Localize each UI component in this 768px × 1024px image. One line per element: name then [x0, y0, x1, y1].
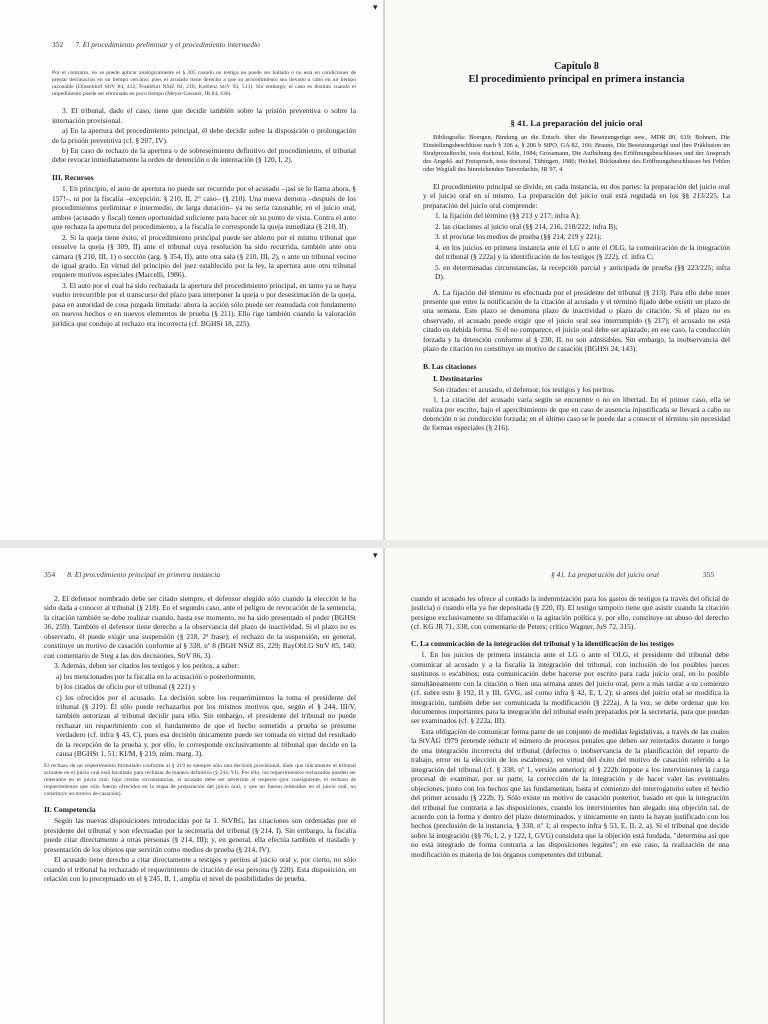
paragraph: 1. En los juicios de primera instancia ante el LG o ante el OLG, el presidente del tribunal debe comunicar al acusado y a la fiscalía la integración del tribunal, con inclusión de los posibles jueces sustitutos o escabinos; esta comunicación debe hacerse por escrito para cada juicio oral, en lo posible simultáneamente con la citación o bien una semana antes del juicio oral, pero a más tardar a su comienzo (cf. sobre esto § 192, II y III, GVG, así como infra § 42, E, I, 2); si antes del juicio oral se modifica la integración, también debe ser comunicada la modificación (§ 222a). A la vez, se debe ordenar que los documentos importantes para la integración del tribunal estén preparados por la secretaría, para que puedan ser examinados (cf. § 222a, III).	[411, 650, 729, 726]
paragraph: Son citados: el acusado, el defensor, los testigos y los peritos.	[433, 384, 615, 394]
paragraph: 3. Además, deben ser citados los testigos y los peritos, a saber:	[54, 661, 240, 671]
binding-mark: ▾	[373, 2, 378, 12]
chapter-title-block	[423, 60, 730, 86]
footnote-text: Por el contrario, no se puede aplicar analógicamente el § 205 cuando un testigo no puede ser hallado o no está en condiciones de prestar declaración en un tiempo cercano; pues el acusado tiene derecho a que su procedimiento sea llevado a cabo en un tiempo razonable (Düsseldorf StrV 84, 412; Frankfurt NStZ 82, 218; Koblenz StrV 93, 513). Sin embargo, el caso es distinto cuando el impedimento puede ser eliminado en poco tiempo (Meyer-Gossner, JR 84, 436).	[52, 70, 356, 98]
paragraph: El procedimiento principal se divide, en cada instancia, en dos partes: la preparación del juicio oral y el juicio oral en sí mismo. La preparación del juicio oral está regulada en los §§ 213/225. La preparación del juicio oral comprende:	[423, 182, 730, 210]
list-item: a) los mencionados por la fiscalía en la acusación o posteriormente,	[56, 671, 256, 681]
bibliography-text: Bibliografía: Boergen, Bindung an die Entsch. über die Besetzungsrüge usw., MDR 80, 619; Bohnert, Die Einstellungsbeschlüsse nach § 206 a, § 206 b StPO, GA 82, 166; Brauns, Die Besetzungsrüge und ihre Präklusion im Strafprozeßrecht, tesis doctoral, Köln, 1984; Grossmann, Die Aufhebung des Eröffnungsbeschlusses und der Anspruch des Angekl. auf Freispruch, tesis doctoral, Tübingen, 1986; Heckel, Rücknahme des Eröffnungsbeschlusses bei Fehlen oder Wegfall des hinreichenden Tatverdachts, JR 97, 4.	[423, 134, 730, 173]
list-item: 5. en determinadas circunstancias, la recepción parcial y anticipada de prueba (§§ 223/225; infra D).	[435, 262, 730, 282]
running-head-text: 8. El procedimiento principal en primera instancia	[67, 570, 221, 579]
paragraph: 2. El defensor nombrado debe ser citado siempre, el defensor elegido sólo cuando la elección le ha sido dada a conocer al tribunal (§ 218). En el segundo caso, ante el peligro de revocación de la sentencia, la citación también se debe realizar cuando, hasta ese momento, no ha sido presentado el poder (BGHSt 36, 259). También el defensor tiene derecho a la observancia del plazo de inactividad. Si el plazo no es observado, él puede exigir una suspensión (§ 218, 2ª frase); el rechazo de la suspensión, en general, constituye un motivo de casación conforme al § 338, nº 8 (BGH NStZ 85, 229; BayObLG StrV 85, 140; con comentario de Steg a las dos decisiones, StrV 86, 3).	[44, 594, 356, 660]
section-heading: II. Competencia	[44, 804, 96, 814]
running-head-text: § 41. La preparación del juicio oral	[551, 570, 659, 579]
chapter-title: El procedimiento principal en primera instancia	[468, 74, 685, 85]
footnote	[52, 70, 356, 98]
chapter-number: Capítulo 8	[554, 61, 599, 72]
running-head	[52, 40, 260, 49]
text-column	[52, 70, 356, 329]
page-352	[0, 0, 383, 540]
section-heading: B. Las citaciones	[423, 361, 477, 371]
text-column	[44, 594, 356, 885]
text-column	[411, 594, 729, 860]
section-heading: III. Recursos	[52, 172, 94, 182]
page-gutter-horizontal	[0, 540, 768, 548]
paragraph: 1. La citación del acusado varía según se encuentre o no en libertad. En el primer caso, ella se realiza por escrito, bajo el apercibimiento de que en caso de ausencia injustificada se llevará a cabo su detención o su conducción forzada; en el último caso se le puede dar a conocer el término sin necesidad de formas especiales (§ 216).	[423, 395, 730, 433]
paragraph: cuando el acusado les ofrece al contado la indemnización para los gastos de testigos (a través del oficial de justicia) o cuando ella ya fue depositada (§ 220, II). El testigo tampoco tiene que asistir cuando la citación persigue exclusivamente su difamación o la agitación política y, por ello, constituye un abuso del derecho (cf. KG JR 71, 338, con comentario de Peters; crítico Wagner, JuS 72, 315).	[411, 594, 729, 632]
running-head	[551, 570, 714, 579]
paragraph: El acusado tiene derecho a citar directamente a testigos y peritos al juicio oral y, por cierto, no sólo cuando el tribunal ha rechazado el requerimiento de citación de esa persona (§ 220). Esta disposición, en relación con lo preceptuado en el § 245, II, 1, amplía el nivel de posibilidades de prueba.	[44, 855, 356, 884]
bibliography	[423, 134, 730, 174]
footnote	[44, 763, 356, 798]
list-item: c) los ofrecidos por el acusado. La decisión sobre los requerimientos la toma el presidente del tribunal (§ 219). Él sólo puede rechazarlos por los mismos motivos que, según el § 244, III/V, también autorizan al tribunal decidir para ello. Sin embargo, el presidente del tribunal no puede rechazar un requerimiento con el fundamento de que el hecho sometido a prueba se presume verdadero (cf. infra § 43, C), pues esa decisión únicamente puede ser tomada en virtud del resultado de la recepción de la prueba y, por ello, le corresponde exclusivamente al tribunal que decide en la causa (BGHSt 1, 51; KI/M, § 219, núm. marg. 3).	[56, 692, 356, 759]
list-item: 2. las citaciones al juicio oral (§§ 214, 216, 218/222; infra B);	[435, 221, 618, 231]
paragraph: b) En caso de rechazo de la apertura o de sobreseimiento definitivo del procedimiento, el tribunal debe revocar inmediatamente la orden de detención o de internación (§ 120, I, 2).	[52, 146, 356, 165]
paragraph: 3. El auto por el cual ha sido rechazada la apertura del procedimiento principal, en tanto ya se haya vuelto irrecurrible por el transcurso del plazo para interponer la queja o por desestimación de la queja, pasa en autoridad de cosa juzgada limitada: ahora la acción sólo puede ser reanudada con fundamento en nuevos hechos o en nuevos elementos de prueba (§ 211). Ello rige también cuando la valoración jurídica que condujo al rechazo era incorrecta (cf. BGHSt 18, 225).	[52, 280, 356, 328]
page-number: 354	[44, 570, 56, 579]
page-355	[373, 548, 768, 1024]
running-head-text: 7. El procedimiento preliminar y el procedimiento intermedio	[75, 40, 260, 49]
page-number: 355	[702, 570, 715, 579]
paragraph: a) En la apertura del procedimiento principal, él debe decidir sobre la disposición o prolongación de la prisión preventiva (cf. § 207, IV).	[52, 126, 356, 145]
section-heading: C. La comunicación de la integración del tribunal y la identificación de los testigos	[411, 638, 674, 648]
running-head	[44, 570, 220, 579]
paragraph: Según las nuevas disposiciones introducidas por la 1. StVRG, las citaciones son ordenadas por el presidente del tribunal y son efectuadas por la secretaría del tribunal (§ 214, I). Sin embargo, la fiscalía puede citar directamente a otras personas (§ 214, III); y, en general, ella efectúa también el traslado y presentación de los objetos que servirán como medios de prueba (§ 214, IV).	[44, 816, 356, 854]
section-title: § 41. La preparación del juicio oral	[510, 118, 643, 128]
subsection-heading: I. Destinatarios	[433, 374, 483, 384]
binding-mark: ▾	[373, 550, 378, 560]
list-item: 4. en los juicios en primera instancia ante el LG o ante el OLG, la comunicación de la integración del tribunal (§ 222a) y la identificación de los testigos (§ 222), cf. infra C;	[435, 242, 730, 262]
page-353	[373, 0, 768, 540]
paragraph: 1. En principio, el auto de apertura no puede ser recurrido por el acusado –¡así se lo llama ahora, § 157!–, ni por la fiscalía –excepción: § 210, II, 2° caso– (§ 210). Una nueva demora –después de los procedimientos preliminar e intermedio, de larga duración– ya no sería razonable; en el juicio oral, ambos (acusado y fiscal) tienen oportunidad suficiente para hacer oír su punto de vista. Contra el auto que rechaza la apertura del procedimiento, a la fiscalía le corresponde la queja inmediata (§ 210, II).	[52, 184, 356, 232]
list-item: 1. la fijación del término (§§ 213 y 217; infra A);	[435, 211, 581, 221]
paragraph: Esta obligación de comunicar forma parte de un conjunto de medidas legislativas, a través de las cuales la StVÄG 1979 pretende reducir el número de procesos penales que deben ser reiterados durante o luego de una integración incorrecta del tribunal (defectos o inobservancia de la planificación del reparto de trabajo, error en la elección de los escabinos), en virtud del éxito del motivo de casación referido a la integración del tribunal (cf. § 338, nº 1, versión anterior); el § 222b impone a los intervinientes la carga procesal de examinar, por su parte, la corrección de la integración y de hacer valer las eventuales objeciones, junto con los hechos que las fundamentan, hasta el comienzo del interrogatorio sobre el hecho del primer acusado (§ 222b, I). Sólo existe un motivo de casación posterior, basado en que la integración del tribunal fue contraria a las disposiciones, cuando los intervinientes han alegado una objeción tal, de acuerdo con la forma y dentro del plazo determinados, y únicamente en tanto la hayan justificado con los hechos (preclusión de la instancia, § 338, nº 1; al respecto infra § 53, E, II, 2, a). Si el tribunal que decide sobre la integración (§§ 76, I, 2, y 122, I, GVG) considera que la objeción está fundada, "determina así que no está integrado de forma contraria a las disposiciones legales"; en ese caso, la realización de una modificación es materia de los órganos competentes del tribunal.	[411, 726, 729, 859]
footnote-text: El rechazo de un requerimiento formulado conforme al § 219 es siempre sólo una decisión provisional, dado que únicamente el tribunal actuante en el juicio oral está facultado para rechazar de manera definitiva (§ 244, VI). Por ello, los requerimientos rechazados pueden ser reiterados en el juicio oral; bajo ciertas circunstancias, el acusado debe ser advertido al respecto (por consiguiente, el rechazo de requerimientos que sólo fueron ofrecidos en la etapa de preparación del juicio oral, y que no fueron reiterados en el juicio oral, no constituye un motivo de casación).	[44, 762, 356, 797]
paragraph: 3. El tribunal, dado el caso, tiene que decidir también sobre la prisión preventiva o sobre la internación provisional.	[52, 106, 356, 125]
text-column	[423, 134, 730, 434]
list-item: b) los citados de oficio por el tribunal (§ 221) y	[56, 682, 196, 692]
paragraph: 2. Si la queja tiene éxito, el procedimiento principal puede ser abierto por el mismo tribunal que resuelve la queja (§ 309, II) ante el tribunal cuya resolución ha sido recurrida, también ante otra cámara (§ 210, III, 1) o sección (arg. § 354, II), ante otra sala (§ 210, III, 2), o ante un tribunal vecino de igual grado. En virtud del principio del juez establecido por la ley, la apertura ante otro tribunal requiere motivos especiales (Marcelli, 1986).	[52, 232, 356, 280]
paragraph: A. La fijación del término es efectuada por el presidente del tribunal (§ 213). Para ello debe tener presente que entre la notificación de la citación al acusado y el término fijado debe existir un plazo de una semana. Este plazo se denomina plazo de inactividad o plazo de citación. Si el plazo no es observado, el acusado puede exigir que el juicio oral sea interrumpido (§ 217); el acusado no está citado en debida forma. Si él no comparece, el juicio oral debe ser aplazado; en ese caso, la conducción forzada y la detención conforme al § 230, II, no son admisibles. Sin embargo, la inobservancia del plazo de citación no constituye un motivo de casación (BGHSt 24, 143).	[423, 287, 730, 354]
page-number: 352	[52, 40, 64, 49]
list-item: 3. el procurar los medios de prueba (§§ 214, 219 y 221);	[435, 232, 602, 242]
page-354	[0, 548, 383, 1024]
